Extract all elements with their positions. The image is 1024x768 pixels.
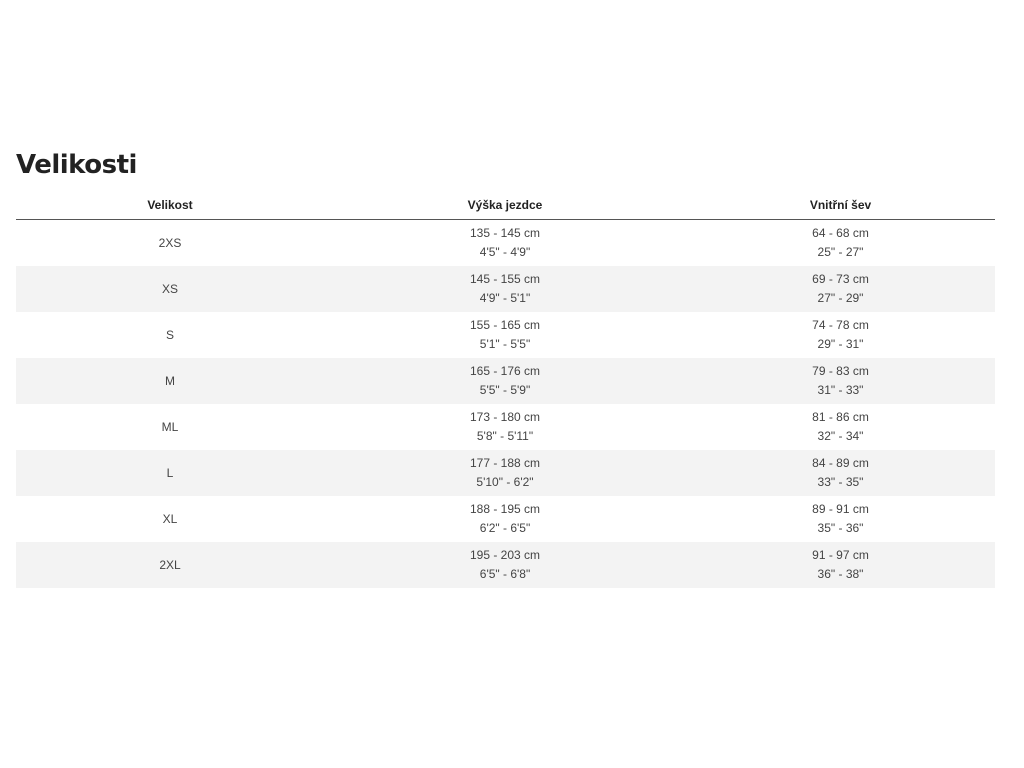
inseam-imperial: 32" - 34" — [817, 429, 864, 443]
height-imperial: 5'8" - 5'11" — [476, 429, 534, 443]
inseam-imperial: 29" - 31" — [817, 337, 864, 351]
inseam-cell — [686, 312, 995, 358]
rider-height-cell — [324, 496, 686, 542]
inseam-metric: 69 - 73 cm — [812, 272, 869, 286]
inseam-cell — [686, 450, 995, 496]
height-imperial: 6'5" - 6'8" — [479, 567, 531, 581]
inseam-cell — [686, 404, 995, 450]
inseam-imperial: 31" - 33" — [817, 383, 864, 397]
header-size: Velikost — [16, 190, 324, 220]
size-chart-table — [16, 190, 995, 588]
table-row — [16, 542, 995, 588]
size-cell: XL — [162, 511, 178, 526]
inseam-cell — [686, 358, 995, 404]
header-rider-height: Výška jezdce — [324, 190, 686, 220]
size-cell: 2XS — [158, 235, 182, 250]
height-metric: 145 - 155 cm — [469, 272, 541, 286]
height-metric: 188 - 195 cm — [469, 502, 541, 516]
inseam-metric: 81 - 86 cm — [812, 410, 869, 424]
height-metric: 177 - 188 cm — [469, 456, 541, 470]
inseam-imperial: 36" - 38" — [817, 567, 864, 581]
inseam-cell — [686, 496, 995, 542]
table-header-row — [16, 190, 995, 220]
inseam-metric: 79 - 83 cm — [812, 364, 869, 378]
inseam-imperial: 25" - 27" — [817, 245, 864, 259]
height-imperial: 6'2" - 6'5" — [479, 521, 531, 535]
height-metric: 195 - 203 cm — [469, 548, 541, 562]
size-cell: 2XL — [16, 542, 324, 588]
height-imperial: 4'9" - 5'1" — [479, 291, 531, 305]
height-imperial: 5'10" - 6'2" — [476, 475, 534, 489]
height-imperial: 4'5" - 4'9" — [479, 245, 531, 259]
rider-height-cell — [324, 358, 686, 404]
table-row — [16, 496, 995, 542]
rider-height-cell — [324, 220, 686, 267]
inseam-metric: 91 - 97 cm — [812, 548, 869, 562]
table-row — [16, 404, 995, 450]
rider-height-cell — [324, 312, 686, 358]
inseam-cell — [686, 542, 995, 588]
height-metric: 173 - 180 cm — [469, 410, 541, 424]
inseam-cell — [686, 220, 995, 267]
height-metric: 155 - 165 cm — [469, 318, 541, 332]
table-row — [16, 312, 995, 358]
inseam-metric: 89 - 91 cm — [812, 502, 869, 516]
size-cell: ML — [161, 419, 179, 434]
page-title: Velikosti — [16, 150, 137, 180]
inseam-imperial: 35" - 36" — [817, 521, 864, 535]
height-metric: 165 - 176 cm — [469, 364, 541, 378]
inseam-metric: 84 - 89 cm — [812, 456, 869, 470]
inseam-cell — [686, 266, 995, 312]
inseam-metric: 64 - 68 cm — [812, 226, 869, 240]
size-cell: S — [165, 327, 174, 342]
height-metric: 135 - 145 cm — [469, 226, 541, 240]
rider-height-cell — [324, 404, 686, 450]
size-cell: XS — [16, 266, 324, 312]
table-row — [16, 266, 995, 312]
table-row — [16, 358, 995, 404]
table-row — [16, 450, 995, 496]
inseam-metric: 74 - 78 cm — [812, 318, 869, 332]
inseam-imperial: 33" - 35" — [817, 475, 864, 489]
height-imperial: 5'1" - 5'5" — [479, 337, 531, 351]
size-cell: L — [16, 450, 324, 496]
rider-height-cell — [324, 266, 686, 312]
rider-height-cell — [324, 450, 686, 496]
size-cell: M — [16, 358, 324, 404]
table-row — [16, 220, 995, 267]
height-imperial: 5'5" - 5'9" — [479, 383, 531, 397]
rider-height-cell — [324, 542, 686, 588]
inseam-imperial: 27" - 29" — [817, 291, 864, 305]
header-inseam: Vnitřní šev — [686, 190, 995, 220]
